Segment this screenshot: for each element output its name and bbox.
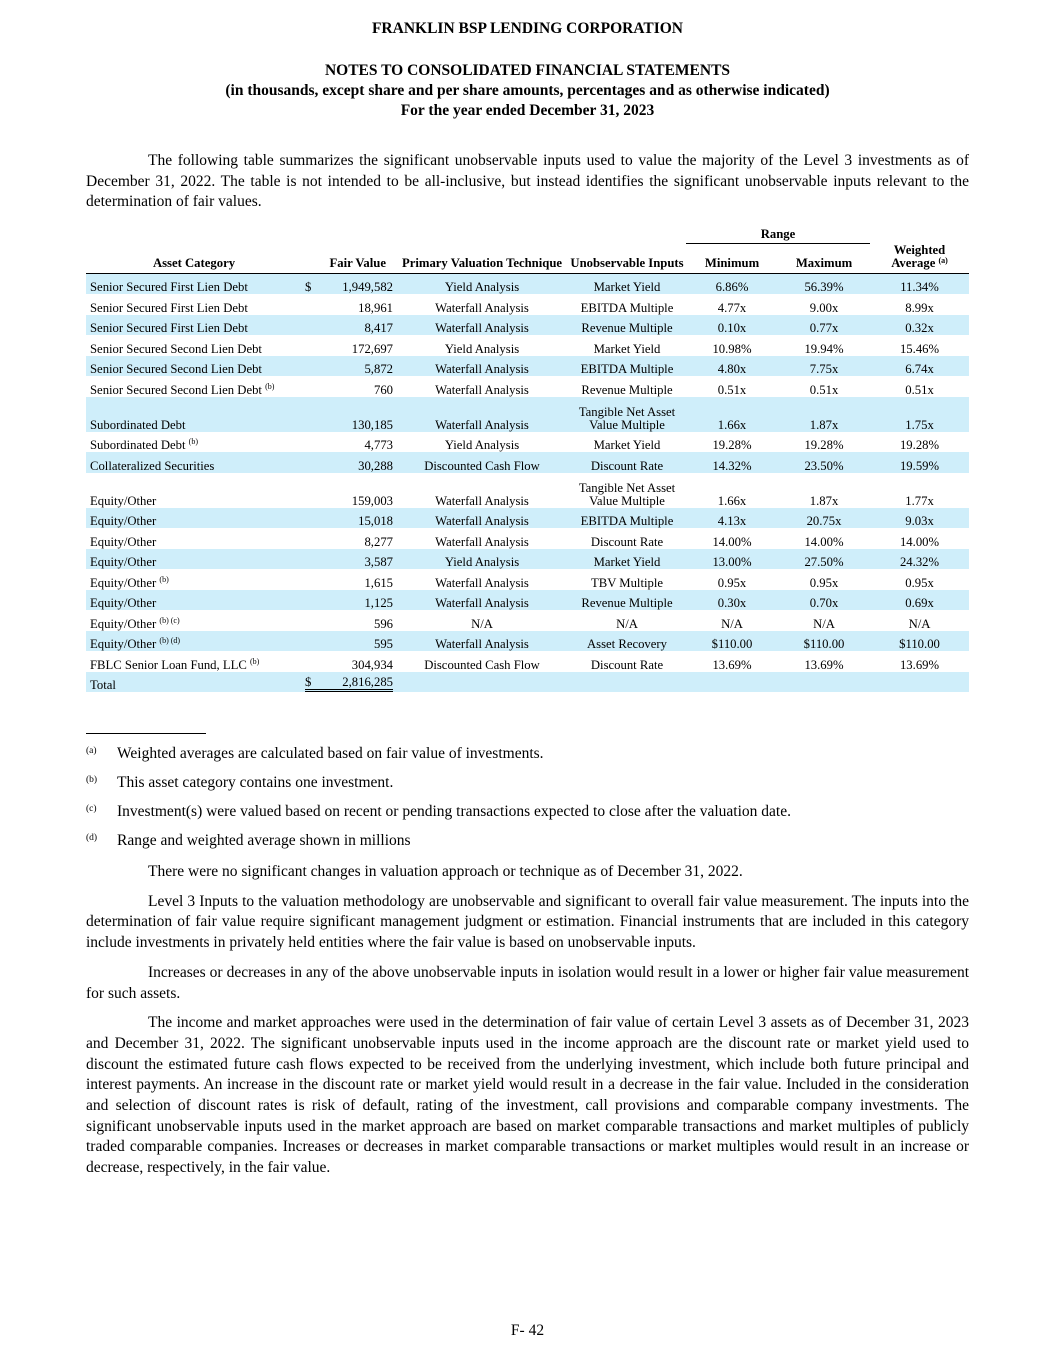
asset-category: Total	[90, 678, 116, 692]
table-row	[86, 508, 969, 529]
fair-value-cell	[302, 528, 396, 549]
body-paragraph: There were no significant changes in valuation approach or technique as of December 31, 2022.	[148, 863, 743, 880]
range-minimum: 4.77x	[717, 300, 747, 315]
fair-value-amount: 3,587	[364, 555, 393, 569]
valuation-technique	[396, 672, 568, 693]
table-row	[86, 651, 969, 672]
range-minimum: 19.28%	[712, 438, 752, 452]
footnote-text: Investment(s) were valued based on recent or pending transactions expected to close after the valuation date.	[117, 803, 791, 820]
fair-value-cell	[302, 549, 396, 570]
footnote-item	[86, 773, 969, 793]
weighted-average: 15.46%	[899, 341, 940, 356]
table-row	[86, 315, 969, 336]
asset-category-cell	[86, 335, 302, 356]
asset-category: Subordinated Debt	[90, 438, 186, 452]
table-row	[86, 528, 969, 549]
unobservable-input: EBITDA Multiple	[568, 356, 686, 377]
table-row	[86, 590, 969, 611]
footnote-ref: (b) (c)	[159, 615, 180, 625]
range-minimum: 13.69%	[712, 657, 752, 672]
table-row	[86, 569, 969, 590]
fair-value-cell	[302, 397, 396, 432]
fair-value-cell	[302, 631, 396, 652]
fair-value-amount: 159,003	[351, 493, 393, 508]
range-header: Range	[686, 228, 870, 244]
range-maximum: 27.50%	[778, 549, 870, 570]
currency-symbol: $	[305, 280, 312, 294]
range-maximum: 20.75x	[778, 508, 870, 529]
range-maximum: 0.77x	[778, 315, 870, 336]
asset-category: Senior Secured First Lien Debt	[90, 321, 248, 335]
unobservable-input: N/A	[616, 616, 638, 631]
fair-value	[305, 280, 393, 294]
fair-value-cell	[302, 376, 396, 397]
table-row	[86, 356, 969, 377]
range-maximum: 0.95x	[809, 575, 839, 590]
unobservable-input: TBV Multiple	[590, 575, 664, 590]
fair-value-cell	[302, 432, 396, 453]
weighted-average: 19.28%	[899, 438, 940, 452]
valuation-technique: Waterfall Analysis	[396, 397, 568, 432]
asset-category-cell	[86, 651, 302, 672]
weighted-average: 8.99x	[905, 300, 934, 315]
fair-value	[305, 418, 393, 432]
fair-value-cell	[302, 651, 396, 672]
asset-category-cell	[86, 452, 302, 473]
valuation-technique: Yield Analysis	[444, 438, 520, 452]
range-maximum: 0.70x	[778, 590, 870, 611]
col-asset-category: Asset Category	[86, 244, 302, 274]
range-maximum: 19.94%	[804, 341, 844, 356]
body-text	[86, 862, 969, 1188]
fair-value-cell	[302, 315, 396, 336]
valuation-technique: Discounted Cash Flow	[424, 657, 540, 672]
asset-category-cell	[86, 356, 302, 377]
range-minimum: N/A	[721, 616, 743, 631]
fair-value-amount: 172,697	[351, 341, 393, 356]
unobservable-input: Revenue Multiple	[568, 590, 686, 611]
table-row	[86, 294, 969, 315]
unobservable-input: Revenue Multiple	[581, 382, 673, 397]
range-minimum: 0.95x	[717, 575, 747, 590]
total-row	[86, 672, 969, 693]
valuation-technique: Discounted Cash Flow	[396, 452, 568, 473]
body-paragraph: Increases or decreases in any of the above unobservable inputs in isolation would result in a lower or higher fair value measurement for such assets.	[86, 963, 969, 1002]
weighted-average: 0.69x	[870, 590, 969, 611]
col-weighted-average	[870, 244, 969, 274]
fair-value-amount: 1,615	[364, 575, 393, 590]
asset-category: Equity/Other	[90, 534, 157, 549]
range-minimum: 4.80x	[686, 356, 778, 377]
asset-category-cell	[86, 508, 302, 529]
footnote-text: Weighted averages are calculated based on fair value of investments.	[117, 745, 544, 762]
range-minimum: 0.10x	[686, 315, 778, 336]
fair-value-amount: 8,417	[364, 321, 393, 335]
valuation-technique: Waterfall Analysis	[396, 356, 568, 377]
range-minimum: $110.00	[686, 631, 778, 652]
fair-value-cell	[302, 335, 396, 356]
table-row	[86, 376, 969, 397]
range-minimum	[686, 672, 778, 693]
footnote-ref: (b)	[265, 381, 275, 391]
weighted-average: 6.74x	[870, 356, 969, 377]
table-row	[86, 549, 969, 570]
footnote-ref: (b)	[159, 574, 169, 584]
footnote-text: Range and weighted average shown in millions	[117, 832, 411, 849]
valuation-technique: Waterfall Analysis	[396, 590, 568, 611]
range-maximum: 19.28%	[804, 438, 844, 452]
range-maximum: 1.87x	[809, 493, 839, 508]
unobservable-input: Discount Rate	[590, 657, 664, 672]
asset-category: Equity/Other	[90, 514, 157, 528]
range-minimum: 14.32%	[686, 452, 778, 473]
range-maximum: 56.39%	[778, 273, 870, 294]
fair-value	[305, 494, 393, 508]
valuation-technique: Waterfall Analysis	[435, 534, 529, 549]
footnote-ref: (b) (d)	[159, 636, 181, 645]
table-row	[86, 335, 969, 356]
asset-category-cell	[86, 315, 302, 336]
asset-category: Senior Secured First Lien Debt	[90, 280, 248, 294]
col-weighted-average-note: (a)	[938, 255, 948, 265]
table-row	[86, 397, 969, 432]
table-row	[86, 452, 969, 473]
fair-value-cell	[302, 590, 396, 611]
weighted-average: 9.03x	[870, 508, 969, 529]
valuation-technique: Yield Analysis	[396, 549, 568, 570]
fair-value	[305, 342, 393, 356]
intro-paragraph: The following table summarizes the significant unobservable inputs used to value the majority of the Level 3 investments as of December 31, 2022. The table is not intended to be all-inclusive, but instead identifies the significant unobservable inputs relevant to the determination of fair values.	[86, 152, 969, 211]
asset-category-cell	[86, 549, 302, 570]
fair-value-cell	[302, 610, 396, 631]
fair-value	[305, 321, 393, 335]
unobservable-input: Discount Rate	[590, 534, 664, 549]
range-maximum: 14.00%	[804, 534, 844, 549]
weighted-average: 14.00%	[899, 534, 940, 549]
valuation-technique: N/A	[471, 616, 493, 631]
col-fair-value: Fair Value	[302, 244, 396, 274]
fair-value-amount: 4,773	[364, 438, 393, 452]
unobservable-input: Asset Recovery	[568, 631, 686, 652]
valuation-technique: Waterfall Analysis	[396, 508, 568, 529]
valuation-technique: Waterfall Analysis	[435, 300, 529, 315]
table-row	[86, 473, 969, 508]
weighted-average: 19.59%	[870, 452, 969, 473]
range-minimum: 13.00%	[686, 549, 778, 570]
asset-category: Equity/Other	[90, 555, 157, 569]
footnote-rule	[86, 733, 206, 734]
weighted-average: N/A	[908, 616, 931, 631]
range-minimum: 1.66x	[717, 493, 747, 508]
valuation-technique: Waterfall Analysis	[396, 315, 568, 336]
col-valuation-technique: Primary Valuation Technique	[396, 244, 568, 274]
unobservable-input: Market Yield	[593, 438, 661, 452]
fair-value-amount: 1,125	[364, 596, 393, 610]
asset-category: Equity/Other	[90, 575, 157, 590]
fair-value-amount: 760	[373, 382, 393, 397]
asset-category-cell	[86, 590, 302, 611]
fair-value	[305, 658, 393, 672]
col-weighted-average-label: Weighted Average	[891, 242, 946, 270]
fair-value	[305, 459, 393, 473]
fair-value	[305, 535, 393, 549]
fair-value-cell	[302, 672, 396, 693]
range-maximum: 9.00x	[809, 300, 839, 315]
range-minimum: 4.13x	[686, 508, 778, 529]
footnote-ref: (b)	[250, 656, 260, 666]
asset-category-cell	[86, 631, 302, 652]
footnote-item	[86, 802, 969, 822]
asset-category: Equity/Other	[90, 637, 157, 651]
asset-category-cell	[86, 610, 302, 631]
col-unobservable-inputs: Unobservable Inputs	[568, 244, 686, 274]
body-paragraph: Level 3 Inputs to the valuation methodology are unobservable and significant to overall fair value measurement. The inputs into the determination of fair value require significant management judgment or estimation. Financial instruments that are included in this category include investments in privately held entities where the fair value is based on unobservable inputs.	[86, 892, 969, 952]
table-body	[86, 273, 969, 692]
weighted-average: 24.32%	[870, 549, 969, 570]
asset-category-cell	[86, 432, 302, 453]
valuation-technique: Waterfall Analysis	[396, 631, 568, 652]
valuation-technique: Yield Analysis	[396, 273, 568, 294]
statement-period: For the year ended December 31, 2023	[400, 102, 655, 119]
asset-category-cell	[86, 528, 302, 549]
range-maximum: 1.87x	[778, 397, 870, 432]
asset-category: Senior Secured Second Lien Debt	[90, 341, 262, 356]
unobservable-input: Market Yield	[568, 273, 686, 294]
fair-value-cell	[302, 508, 396, 529]
fair-value-cell	[302, 452, 396, 473]
weighted-average	[870, 672, 969, 693]
fair-value-amount: 595	[373, 637, 393, 651]
footnote-mark: (b)	[86, 775, 98, 785]
currency-symbol: $	[305, 675, 312, 689]
asset-category-cell	[86, 376, 302, 397]
range-maximum: 13.69%	[804, 657, 844, 672]
asset-category: FBLC Senior Loan Fund, LLC	[90, 657, 247, 672]
asset-category: Senior Secured Second Lien Debt	[90, 382, 262, 397]
fair-value	[305, 576, 393, 590]
fair-value-amount: 130,185	[351, 417, 393, 432]
valuation-technique: Waterfall Analysis	[435, 382, 529, 397]
unobservable-input: Tangible Net Asset Value Multiple	[568, 397, 686, 432]
col-maximum: Maximum	[778, 244, 870, 274]
asset-category: Equity/Other	[90, 493, 157, 508]
range-maximum: $110.00	[778, 631, 870, 652]
footnote-item	[86, 831, 969, 851]
valuation-technique: Yield Analysis	[444, 341, 520, 356]
footnotes	[86, 744, 969, 860]
valuation-technique: Waterfall Analysis	[435, 493, 529, 508]
fair-value	[305, 514, 393, 528]
fair-value-cell	[302, 273, 396, 294]
fair-value	[305, 383, 393, 397]
statement-header	[86, 61, 969, 121]
fair-value-cell	[302, 356, 396, 377]
range-maximum	[778, 672, 870, 693]
fair-value-amount: 18,961	[358, 300, 393, 315]
unobservable-input: Market Yield	[568, 549, 686, 570]
asset-category: Collateralized Securities	[90, 458, 215, 473]
valuation-technique: Waterfall Analysis	[435, 575, 529, 590]
range-maximum: 7.75x	[778, 356, 870, 377]
table-row	[86, 610, 969, 631]
asset-category: Equity/Other	[90, 616, 157, 631]
fair-value-cell	[302, 473, 396, 508]
weighted-average: 0.32x	[870, 315, 969, 336]
fair-value-amount: 5,872	[364, 362, 393, 376]
fair-value-amount: 596	[373, 616, 393, 631]
fair-value	[305, 301, 393, 315]
asset-category-cell	[86, 473, 302, 508]
fair-value	[305, 675, 393, 692]
fair-value-amount: 15,018	[358, 514, 393, 528]
weighted-average: 11.34%	[870, 273, 969, 294]
table-row	[86, 432, 969, 453]
range-maximum: N/A	[813, 616, 835, 631]
fair-value-amount: 8,277	[364, 534, 393, 549]
weighted-average: 0.51x	[905, 382, 934, 397]
range-minimum: 1.66x	[686, 397, 778, 432]
weighted-average: $110.00	[870, 631, 969, 652]
weighted-average: 1.77x	[905, 493, 934, 508]
weighted-average: 0.95x	[905, 575, 934, 590]
range-maximum: 0.51x	[809, 382, 839, 397]
fair-value-amount: 30,288	[358, 458, 393, 473]
company-name: FRANKLIN BSP LENDING CORPORATION	[371, 20, 684, 37]
asset-category-cell	[86, 569, 302, 590]
fair-value-cell	[302, 294, 396, 315]
fair-value	[305, 438, 393, 452]
fair-value-amount: 1,949,582	[342, 280, 393, 294]
unobservable-input: Market Yield	[593, 341, 661, 356]
fair-value	[305, 617, 393, 631]
table-row	[86, 631, 969, 652]
unobservable-inputs-table	[86, 228, 969, 692]
footnote-text: This asset category contains one investment.	[117, 774, 394, 791]
fair-value-cell	[302, 569, 396, 590]
fair-value	[305, 555, 393, 569]
asset-category: Senior Secured Second Lien Debt	[90, 362, 262, 376]
fair-value	[305, 596, 393, 610]
fair-value-amount: 304,934	[351, 657, 393, 672]
body-paragraph: The income and market approaches were used in the determination of fair value of certain Level 3 assets as of December 31, 2023 and December 31, 2022. The significant unobservable inputs used in the income approach are the discount rate or market yield used to discount the estimated future cash flows expected to be received from the underlying investment, which include both future principal and interest payments. An increase in the discount rate or market yield would result in a decrease in the fair value. Included in the consideration and selection of discount rates is risk of default, rating of the investment, call provisions and comparable company investments. The significant unobservable inputs used in the market approach are based on market comparable transactions and market multiples of publicly traded comparable companies. Increases or decreases in market comparable transactions or market multiples would result in an increase or decrease, respectively, in the fair value.	[86, 1014, 969, 1177]
asset-category-cell	[86, 397, 302, 432]
range-minimum: 0.51x	[717, 382, 747, 397]
footnote-mark: (c)	[86, 804, 97, 814]
statement-title: NOTES TO CONSOLIDATED FINANCIAL STATEMENTS	[324, 62, 731, 79]
weighted-average: 13.69%	[899, 657, 940, 672]
page-number: F- 42	[510, 1322, 545, 1339]
fair-value	[305, 362, 393, 376]
unobservable-input: EBITDA Multiple	[568, 508, 686, 529]
asset-category-cell	[86, 294, 302, 315]
statement-subtitle: (in thousands, except share and per share amounts, percentages and as otherwise indicated)	[225, 82, 830, 99]
footnote-mark: (a)	[86, 746, 97, 756]
range-maximum: 23.50%	[778, 452, 870, 473]
unobservable-input: Revenue Multiple	[568, 315, 686, 336]
footnote-item	[86, 744, 969, 764]
asset-category-cell	[86, 273, 302, 294]
unobservable-input: Discount Rate	[568, 452, 686, 473]
table-row	[86, 273, 969, 294]
unobservable-input	[568, 672, 686, 693]
unobservable-input: Tangible Net Asset Value Multiple	[578, 480, 676, 508]
unobservable-input: EBITDA Multiple	[580, 300, 674, 315]
range-minimum: 10.98%	[712, 341, 752, 356]
footnote-ref: (b)	[188, 437, 198, 446]
weighted-average: 1.75x	[870, 397, 969, 432]
range-minimum: 14.00%	[712, 534, 752, 549]
range-minimum: 0.30x	[686, 590, 778, 611]
asset-category: Subordinated Debt	[90, 417, 186, 432]
fair-value	[305, 637, 393, 651]
range-minimum: 6.86%	[686, 273, 778, 294]
footnote-mark: (d)	[86, 833, 98, 843]
fair-value-amount: 2,816,285	[342, 675, 393, 689]
col-minimum: Minimum	[686, 244, 778, 274]
asset-category: Senior Secured First Lien Debt	[90, 300, 248, 315]
asset-category-cell	[86, 672, 302, 693]
asset-category: Equity/Other	[90, 596, 157, 610]
